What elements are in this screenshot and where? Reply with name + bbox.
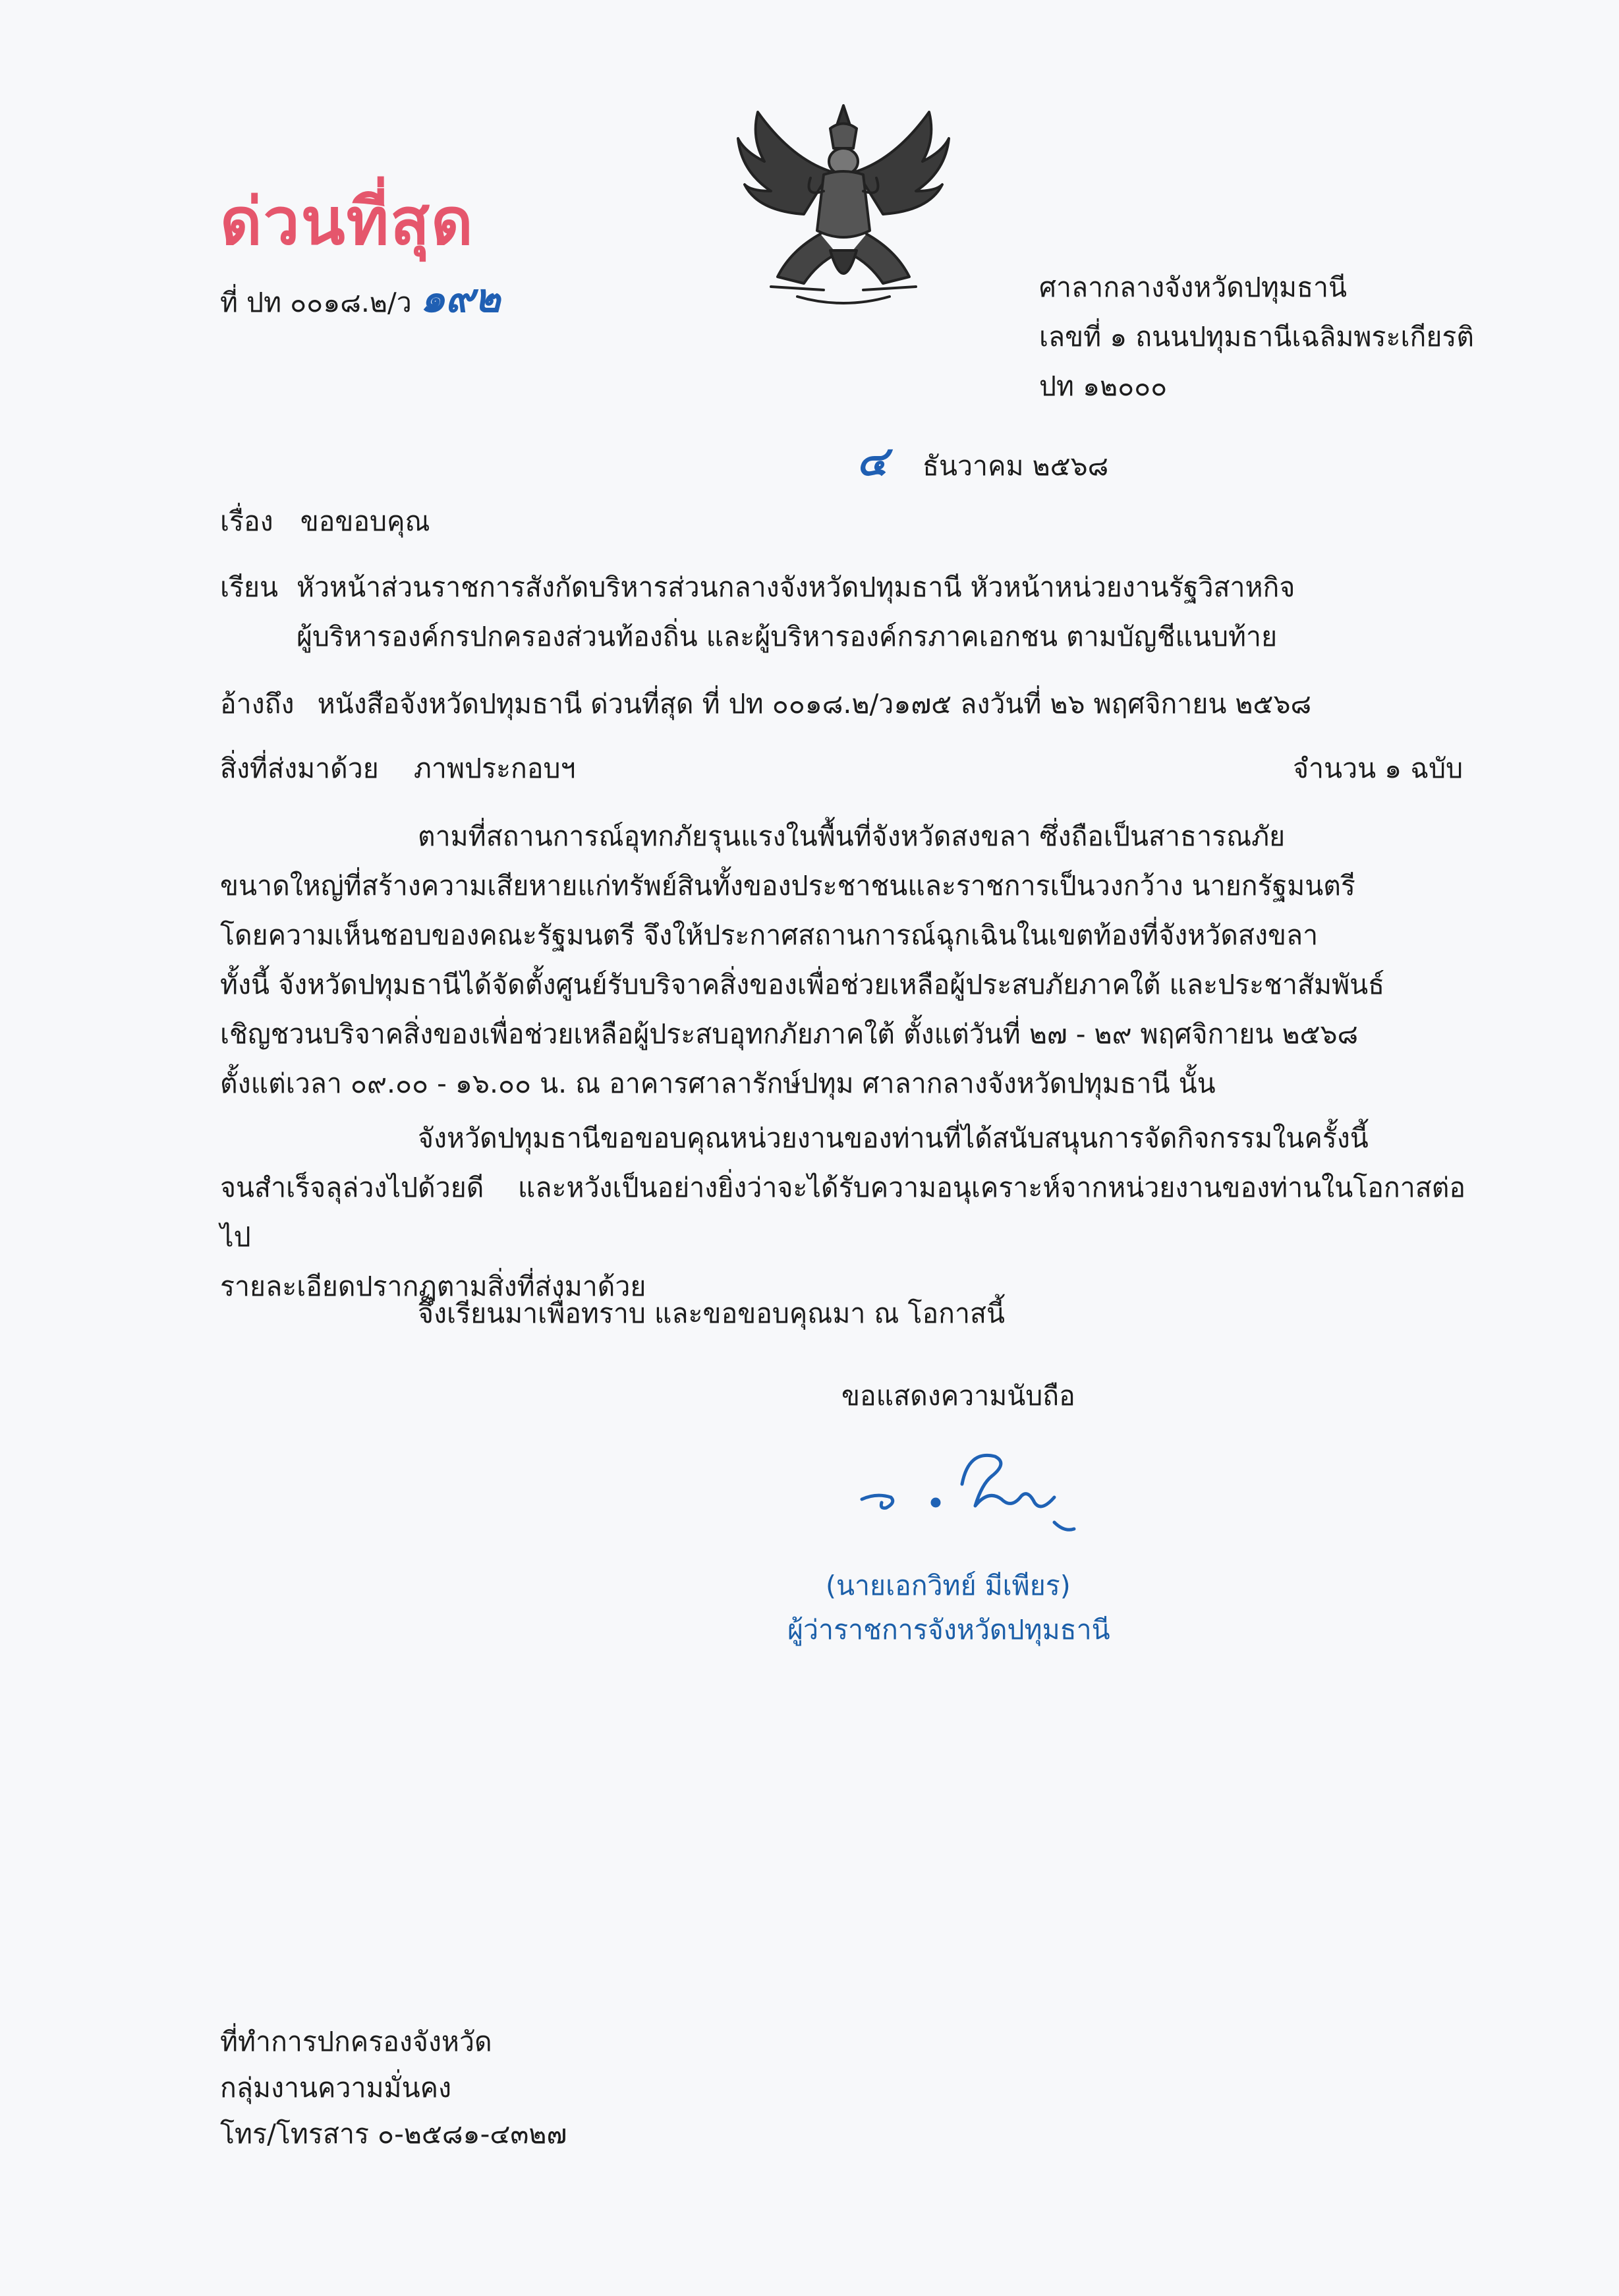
document-number-handwritten: ๑๙๒: [420, 275, 501, 322]
paragraph-line: ตามที่สถานการณ์อุทกภัยรุนแรงในพื้นที่จังหวัดสงขลา ซึ่งถือเป็นสาธารณภัย: [418, 820, 1286, 852]
sender-address-line3: ปท ๑๒๐๐๐: [1039, 370, 1168, 402]
paragraph-line: จนสำเร็จลุล่วงไปด้วยดี และหวังเป็นอย่างยิ่งว่าจะได้รับความอนุเคราะห์จากหน่วยงานของท่านในโอกาสต่อไป: [220, 1172, 1465, 1253]
paragraph-line: ทั้งนี้ จังหวัดปทุมธานีได้จัดตั้งศูนย์รับบริจาคสิ่งของเพื่อช่วยเหลือผู้ประสบภัยภาคใต้ และประชาสัมพันธ์: [220, 969, 1385, 1000]
reference-label: อ้างถึง: [220, 688, 295, 720]
subject-label: เรื่อง: [220, 505, 273, 537]
footer-division: กลุ่มงานความมั่นคง: [220, 2072, 452, 2104]
document-number-prefix: ที่ ปท ๐๐๑๘.๒/ว: [220, 287, 412, 318]
paragraph-line: ขนาดใหญ่ที่สร้างความเสียหายแก่ทรัพย์สินทั้งของประชาชนและราชการเป็นวงกว้าง นายกรัฐมนตรี: [220, 870, 1355, 902]
signer-title: ผู้ว่าราชการจังหวัดปทุมธานี: [787, 1614, 1110, 1646]
paragraph-line: โดยความเห็นชอบของคณะรัฐมนตรี จึงให้ประกาศสถานการณ์ฉุกเฉินในเขตท้องที่จังหวัดสงขลา: [220, 919, 1319, 951]
body-paragraph-3: จึงเรียนมาเพื่อทราบ และขอขอบคุณมา ณ โอกาสนี้: [418, 1298, 1006, 1329]
enclosure-line: [220, 751, 576, 786]
enclosure-label: สิ่งที่ส่งมาด้วย: [220, 753, 379, 784]
garuda-emblem-icon: [731, 99, 955, 316]
paragraph-line: รายละเอียดปรากฏตามสิ่งที่ส่งมาด้วย: [220, 1271, 646, 1302]
footer-phone: โทร/โทรสาร ๐-๒๕๘๑-๔๓๒๗: [220, 2118, 567, 2150]
recipient-label: เรียน: [220, 571, 279, 603]
body-paragraph-2: [220, 1114, 1465, 1311]
signature-icon: [857, 1437, 1081, 1542]
sender-address-line2: เลขที่ ๑ ถนนปทุมธานีเฉลิมพระเกียรติ: [1039, 321, 1474, 353]
reference-value: หนังสือจังหวัดปทุมธานี ด่วนที่สุด ที่ ปท ๐๐๑๘.๒/ว๑๗๕ ลงวันที่ ๒๖ พฤศจิกายน ๒๕๖๘: [317, 688, 1312, 720]
document-number: [220, 273, 500, 324]
enclosure-value: ภาพประกอบฯ: [413, 753, 576, 784]
paragraph-line: ตั้งแต่เวลา ๐๙.๐๐ - ๑๖.๐๐ น. ณ อาคารศาลารักษ์ปทุม ศาลากลางจังหวัดปทุมธานี นั้น: [220, 1068, 1216, 1099]
closing-salutation: ขอแสดงความนับถือ: [841, 1380, 1075, 1412]
body-paragraph-1: [220, 812, 1465, 1108]
date-day-handwritten: ๔: [857, 437, 888, 485]
subject-line: [220, 504, 430, 539]
sender-address-line1: ศาลากลางจังหวัดปทุมธานี: [1039, 272, 1348, 303]
enclosure-count: จำนวน ๑ ฉบับ: [1293, 753, 1463, 784]
document-date: [857, 435, 1108, 488]
subject-value: ขอขอบคุณ: [300, 505, 430, 537]
paragraph-line: จังหวัดปทุมธานีขอขอบคุณหน่วยงานของท่านที่ได้สนับสนุนการจัดกิจกรรมในครั้งนี้: [418, 1122, 1369, 1154]
reference-line: [220, 687, 1311, 722]
date-month-year: ธันวาคม ๒๕๖๘: [922, 450, 1109, 482]
signer-name: (นายเอกวิทย์ มีเพียร): [826, 1570, 1071, 1601]
recipient-line2: ผู้บริหารองค์กรปกครองส่วนท้องถิ่น และผู้บริหารองค์กรภาคเอกชน ตามบัญชีแนบท้าย: [297, 621, 1278, 652]
recipient-line1: หัวหน้าส่วนราชการสังกัดบริหารส่วนกลางจังหวัดปทุมธานี หัวหน้าหน่วยงานรัฐวิสาหกิจ: [297, 571, 1295, 603]
paragraph-line: เชิญชวนบริจาคสิ่งของเพื่อช่วยเหลือผู้ประสบอุทกภัยภาคใต้ ตั้งแต่วันที่ ๒๗ - ๒๙ พฤศจิกายน ๒๕๖๘: [220, 1018, 1359, 1050]
footer-office: ที่ทำการปกครองจังหวัด: [220, 2026, 492, 2057]
urgency-stamp: ด่วนที่สุด: [220, 185, 474, 260]
